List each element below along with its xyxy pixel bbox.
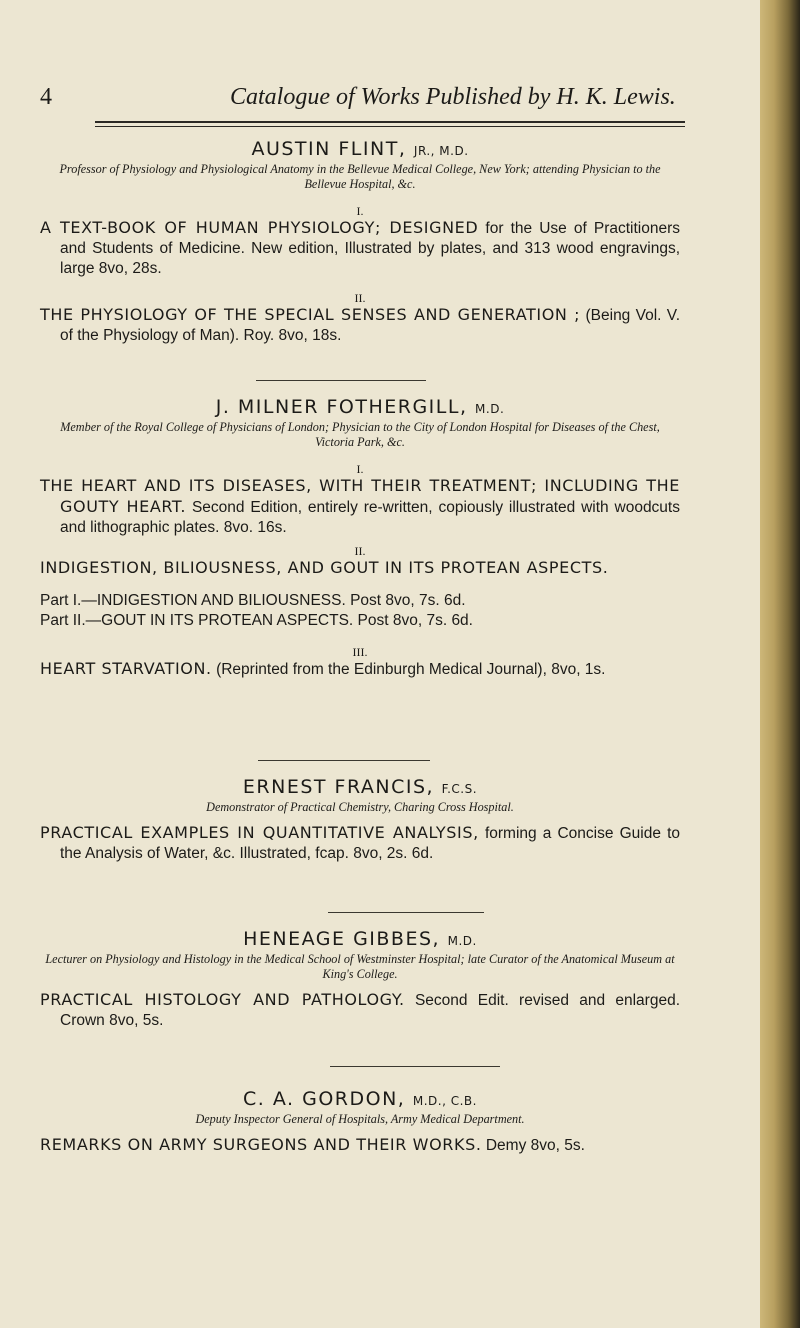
author-heading — [40, 1088, 680, 1112]
author-heading — [40, 138, 680, 162]
author-credentials: Demonstrator of Practical Chemistry, Charing Cross Hospital. — [206, 800, 514, 814]
author-credentials: Lecturer on Physiology and Histology in the Medical School of Westminster Hospital; late Curator of the Anatomical Museum at King's College. — [45, 952, 675, 981]
author-degrees: F.C.S. — [441, 782, 478, 796]
entry-milner-fothergill — [40, 396, 680, 680]
entry-austin-flint — [40, 138, 680, 346]
part-label: Part I.—INDIGESTION AND BILIOUSNESS. — [40, 592, 346, 609]
author-degrees: M.D. — [447, 934, 477, 948]
author-heading — [40, 396, 680, 420]
work-title: PRACTICAL HISTOLOGY AND PATHOLOGY. — [40, 990, 405, 1009]
entry-ernest-francis — [40, 776, 680, 864]
work-title: REMARKS ON ARMY SURGEONS AND THEIR WORKS. — [40, 1135, 482, 1154]
work-entry — [40, 218, 680, 279]
author-name: HENEAGE GIBBES, — [243, 928, 441, 950]
entry-heneage-gibbes — [40, 928, 680, 1031]
work-entry — [40, 1135, 680, 1156]
work-details: Second Edition, entirely re-written, copiously illustrated with woodcuts and lithographic plates. 8vo. 16s. — [60, 499, 680, 536]
work-part — [40, 611, 680, 631]
work-title: A TEXT-BOOK OF HUMAN PHYSIOLOGY; DESIGNED — [40, 218, 479, 237]
author-degrees: JR., M.D. — [413, 144, 469, 158]
author-name: C. A. GORDON, — [243, 1088, 406, 1110]
work-number: III. — [352, 645, 368, 659]
work-entry — [40, 558, 680, 579]
work-entry — [40, 823, 680, 864]
work-entry — [40, 990, 680, 1031]
part-detail: Post 8vo, 7s. 6d. — [357, 612, 473, 629]
author-heading — [40, 776, 680, 800]
author-name: AUSTIN FLINT, — [251, 138, 407, 160]
work-entry — [40, 305, 680, 346]
book-spine-edge — [760, 0, 800, 1328]
author-degrees: M.D., C.B. — [412, 1094, 477, 1108]
work-number: II. — [354, 291, 366, 305]
author-credentials: Member of the Royal College of Physicians of London; Physician to the City of London Hospital for Diseases of the Chest, Victoria Park, &c. — [60, 420, 660, 449]
section-divider — [258, 760, 430, 761]
work-details: Second Edit. revised and enlarged. Crown 8vo, 5s. — [60, 992, 681, 1029]
author-name: ERNEST FRANCIS, — [242, 776, 435, 798]
author-heading — [40, 928, 680, 952]
author-credentials: Deputy Inspector General of Hospitals, Army Medical Department. — [195, 1112, 525, 1126]
header-rule-thin — [95, 126, 685, 127]
page-number: 4 — [40, 84, 52, 110]
work-details: for the Use of Practitioners and Students of Medicine. New edition, Illustrated by plates, and 313 wood engravings, large 8vo, 28s. — [60, 220, 680, 277]
work-number: I. — [356, 204, 364, 218]
work-title: PRACTICAL EXAMPLES IN QUANTITATIVE ANALYSIS, — [40, 823, 479, 842]
author-credentials: Professor of Physiology and Physiological Anatomy in the Bellevue Medical College, New York; attending Physician to the Bellevue Hospital, &c. — [59, 162, 661, 191]
section-divider — [328, 912, 484, 913]
work-title: THE HEART AND ITS DISEASES, WITH THEIR TREATMENT; INCLUDING THE GOUTY HEART. — [40, 476, 680, 516]
author-name: J. MILNER FOTHERGILL, — [215, 396, 468, 418]
work-part — [40, 591, 680, 611]
part-label: Part II.—GOUT IN ITS PROTEAN ASPECTS. — [40, 612, 354, 629]
work-entry — [40, 659, 680, 680]
entry-ca-gordon — [40, 1088, 680, 1156]
work-title: HEART STARVATION. — [40, 659, 212, 678]
work-title: THE PHYSIOLOGY OF THE SPECIAL SENSES AND GENERATION ; — [40, 305, 581, 324]
work-number: I. — [356, 462, 364, 476]
page-header — [40, 84, 740, 120]
section-divider — [330, 1066, 500, 1067]
running-title: Catalogue of Works Published by H. K. Lewis. — [230, 84, 676, 110]
work-entry — [40, 476, 680, 538]
header-rule — [95, 121, 685, 123]
work-details: forming a Concise Guide to the Analysis of Water, &c. Illustrated, fcap. 8vo, 2s. 6d. — [60, 825, 680, 862]
work-number: II. — [354, 544, 366, 558]
work-details: (Reprinted from the Edinburgh Medical Journal), 8vo, 1s. — [216, 661, 606, 678]
work-details: (Being Vol. V. of the Physiology of Man). Roy. 8vo, 18s. — [60, 307, 681, 344]
author-degrees: M.D. — [475, 402, 505, 416]
part-detail: Post 8vo, 7s. 6d. — [350, 592, 466, 609]
work-details: Demy 8vo, 5s. — [485, 1137, 585, 1154]
section-divider — [256, 380, 426, 381]
work-title: INDIGESTION, BILIOUSNESS, AND GOUT IN ITS PROTEAN ASPECTS. — [40, 558, 609, 577]
